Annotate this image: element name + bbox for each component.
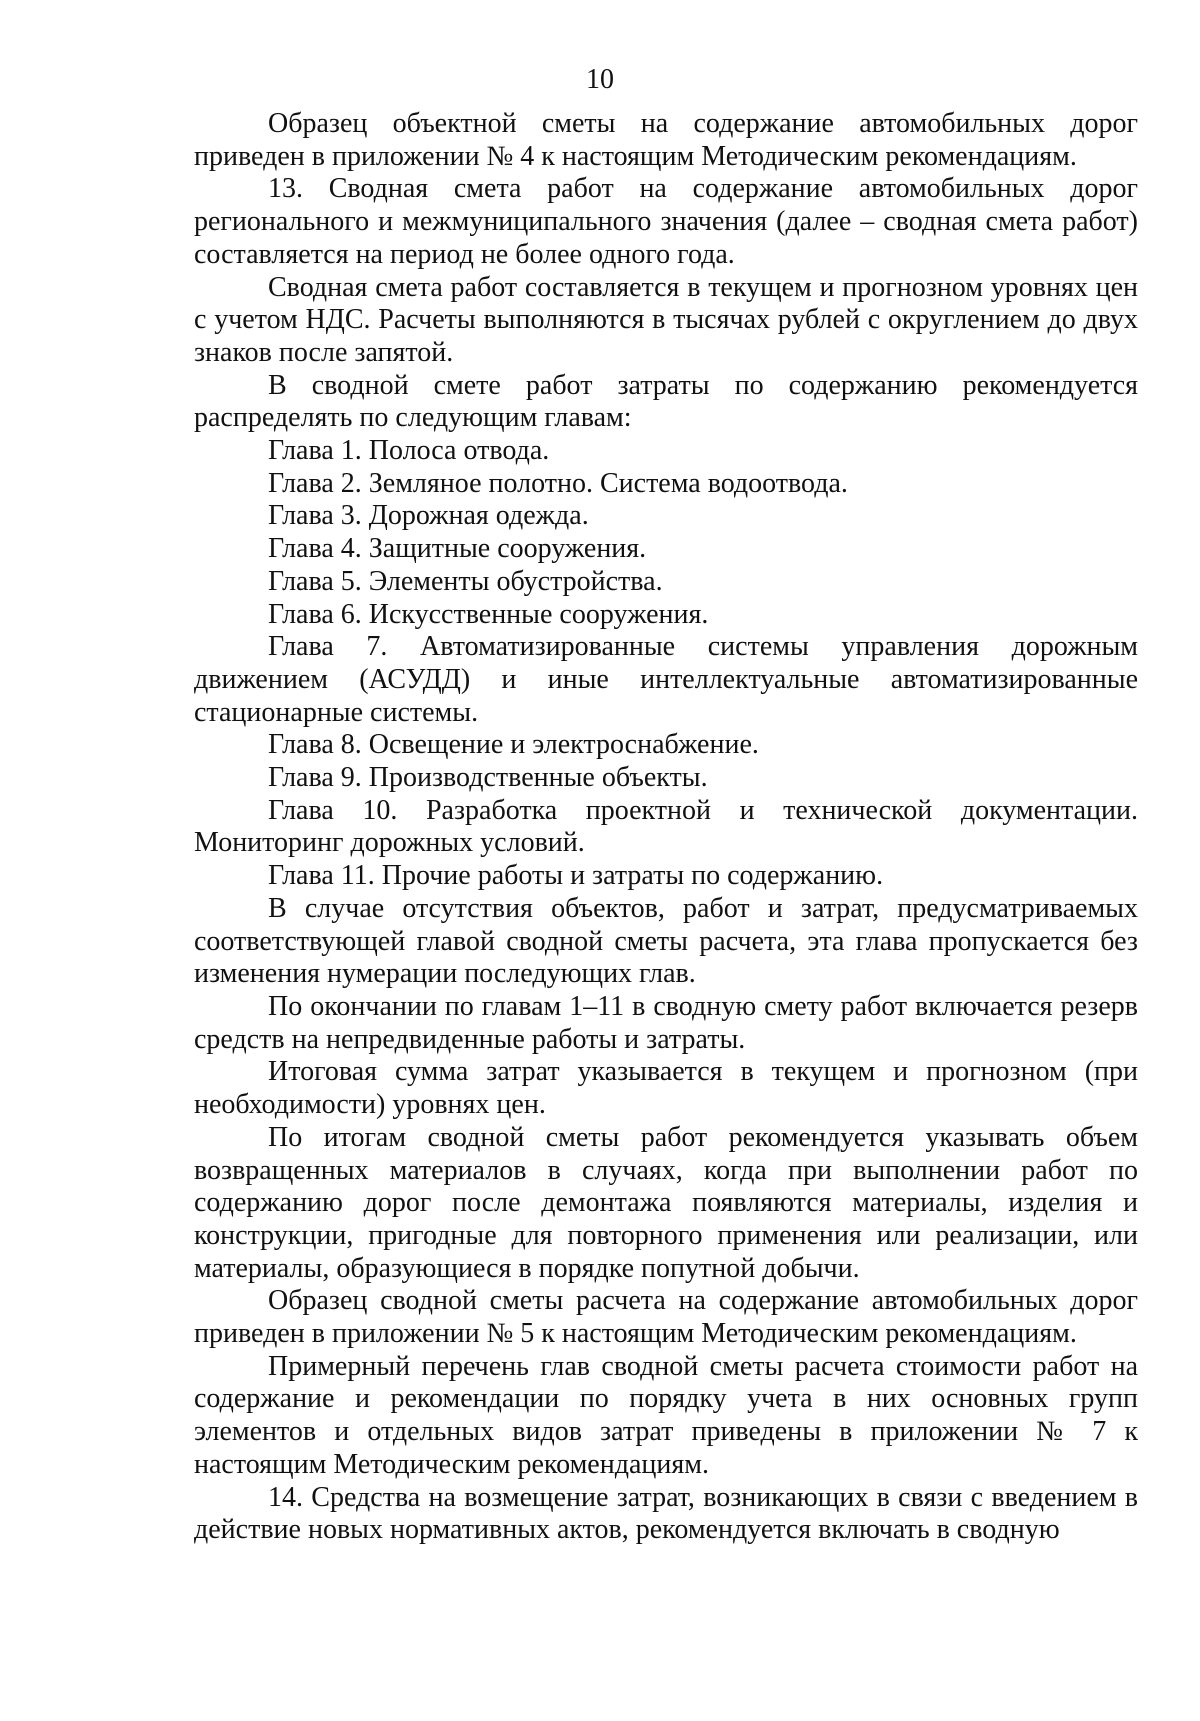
chapter-item: Глава 11. Прочие работы и затраты по содержанию. xyxy=(268,860,884,892)
document-body xyxy=(194,108,1138,1547)
paragraph: 13. Сводная смета работ на содержание автомобильных дорог регионального и межмуниципального значения (далее – сводная смета работ) составляется на период не более одного года. xyxy=(194,173,1138,270)
chapter-item: Глава 6. Искусственные сооружения. xyxy=(268,598,709,630)
page-number: 10 xyxy=(586,64,614,95)
chapter-item: Глава 5. Элементы обустройства. xyxy=(268,565,663,597)
paragraph: По итогам сводной сметы работ рекомендуется указывать объем возвращенных материалов в случаях, когда при выполнении работ по содержанию дорог после демонтажа появляются материалы, изделия и конструкции, пригодные для повторного применения или реализации, или материалы, образующиеся в порядке попутной добычи. xyxy=(194,1121,1138,1284)
paragraph: Сводная смета работ составляется в текущем и прогнозном уровнях цен с учетом НДС. Расчеты выполняются в тысячах рублей с округлением до двух знаков после запятой. xyxy=(194,271,1138,368)
chapter-item: Глава 7. Автоматизированные системы управления дорожным движением (АСУДД) и иные интеллектуальные автоматизированные стационарные системы. xyxy=(194,631,1138,728)
paragraph: Примерный перечень глав сводной сметы расчета стоимости работ на содержание и рекомендации по порядку учета в них основных групп элементов и отдельных видов затрат приведены в приложении № 7 к настоящим Методическим рекомендациям. xyxy=(194,1350,1138,1480)
chapter-item: Глава 3. Дорожная одежда. xyxy=(268,500,589,532)
paragraph: По окончании по главам 1–11 в сводную смету работ включается резерв средств на непредвиденные работы и затраты. xyxy=(194,990,1138,1055)
chapter-item: Глава 10. Разработка проектной и технической документации. Мониторинг дорожных условий. xyxy=(194,794,1138,859)
paragraph: В сводной смете работ затраты по содержанию рекомендуется распределять по следующим главам: xyxy=(194,369,1138,434)
chapter-item: Глава 1. Полоса отвода. xyxy=(268,435,550,467)
paragraph: Итоговая сумма затрат указывается в текущем и прогнозном (при необходимости) уровнях цен. xyxy=(194,1056,1138,1121)
paragraph: В случае отсутствия объектов, работ и затрат, предусматриваемых соответствующей главой сводной сметы расчета, эта глава пропускается без изменения нумерации последующих глав. xyxy=(194,892,1138,990)
paragraph: Образец сводной сметы расчета на содержание автомобильных дорог приведен в приложении № 5 к настоящим Методическим рекомендациям. xyxy=(194,1285,1138,1350)
chapter-item: Глава 2. Земляное полотно. Система водоотвода. xyxy=(268,467,848,499)
chapter-item: Глава 4. Защитные сооружения. xyxy=(268,533,647,565)
paragraph: Образец объектной сметы на содержание автомобильных дорог приведен в приложении № 4 к настоящим Методическим рекомендациям. xyxy=(194,108,1138,172)
chapter-item: Глава 8. Освещение и электроснабжение. xyxy=(268,729,759,761)
chapter-item: Глава 9. Производственные объекты. xyxy=(268,762,708,794)
paragraph: 14. Средства на возмещение затрат, возникающих в связи с введением в действие новых нормативных актов, рекомендуется включать в сводную xyxy=(194,1481,1138,1546)
